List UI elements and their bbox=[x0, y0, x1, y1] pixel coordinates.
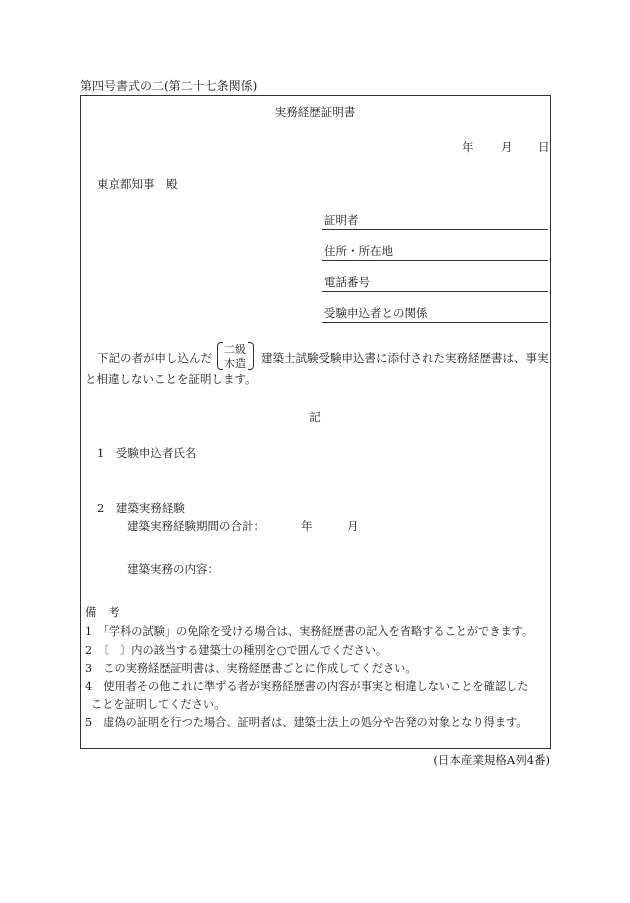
note-1: 1 「学科の試験」の免除を受ける場合は、実務経歴書の記入を省略することができます。 bbox=[85, 625, 534, 638]
date-year-label: 年 bbox=[462, 140, 474, 154]
address-label: 住所・所在地 bbox=[324, 244, 393, 258]
date-month-label: 月 bbox=[501, 140, 513, 154]
statement-prefix: 下記の者が申し込んだ bbox=[97, 351, 212, 365]
note-2: 2 〔 〕内の該当する建築士の種別を○で囲んでください。 bbox=[85, 644, 388, 657]
note-4: 4 使用者その他これに準ずる者が実務経歴書の内容が事実と相違しないことを確認した bbox=[85, 680, 529, 693]
option-mokuzo: 木造 bbox=[224, 357, 246, 370]
statement-suffix: 建築士試験受験申込書に添付された実務経歴書は、事実 bbox=[261, 351, 549, 365]
address-underline bbox=[322, 260, 548, 261]
certifier-underline bbox=[322, 229, 548, 230]
relation-underline bbox=[322, 322, 548, 323]
date-day-label: 日 bbox=[538, 140, 550, 154]
notes-heading: 備 考 bbox=[85, 605, 120, 619]
document-title: 実務経歴証明書 bbox=[274, 105, 356, 119]
period-label: 建築実務経験期間の合計： bbox=[127, 519, 265, 533]
period-year-label: 年 bbox=[301, 519, 313, 533]
content-label: 建築実務の内容： bbox=[127, 562, 219, 576]
period-month-label: 月 bbox=[347, 519, 359, 533]
statement-line2: と相違しないことを証明します。 bbox=[85, 372, 257, 386]
ki-heading: 記 bbox=[309, 410, 321, 424]
relation-label: 受験申込者との関係 bbox=[324, 306, 428, 320]
certifier-label: 証明者 bbox=[324, 213, 359, 227]
phone-underline bbox=[322, 291, 548, 292]
note-5: 5 虚偽の証明を行つた場合、証明者は、建築士法上の処分や告発の対象となり得ます。 bbox=[85, 716, 528, 729]
paper-standard: (日本産業規格A列4番) bbox=[433, 753, 550, 767]
option-nikyu: 二級 bbox=[224, 343, 246, 356]
addressee: 東京都知事 殿 bbox=[97, 177, 178, 191]
item-experience: 2 建築実務経験 bbox=[97, 501, 185, 515]
left-bracket bbox=[217, 342, 223, 370]
note-3: 3 この実務経歴証明書は、実務経歴書ごとに作成してください。 bbox=[85, 662, 417, 675]
form-number: 第四号書式の二(第二十七条関係) bbox=[80, 79, 258, 93]
right-bracket bbox=[248, 342, 254, 370]
phone-label: 電話番号 bbox=[324, 275, 370, 289]
item-applicant-name: 1 受験申込者氏名 bbox=[97, 446, 197, 460]
note-4-continued: ことを証明してください。 bbox=[91, 698, 226, 711]
